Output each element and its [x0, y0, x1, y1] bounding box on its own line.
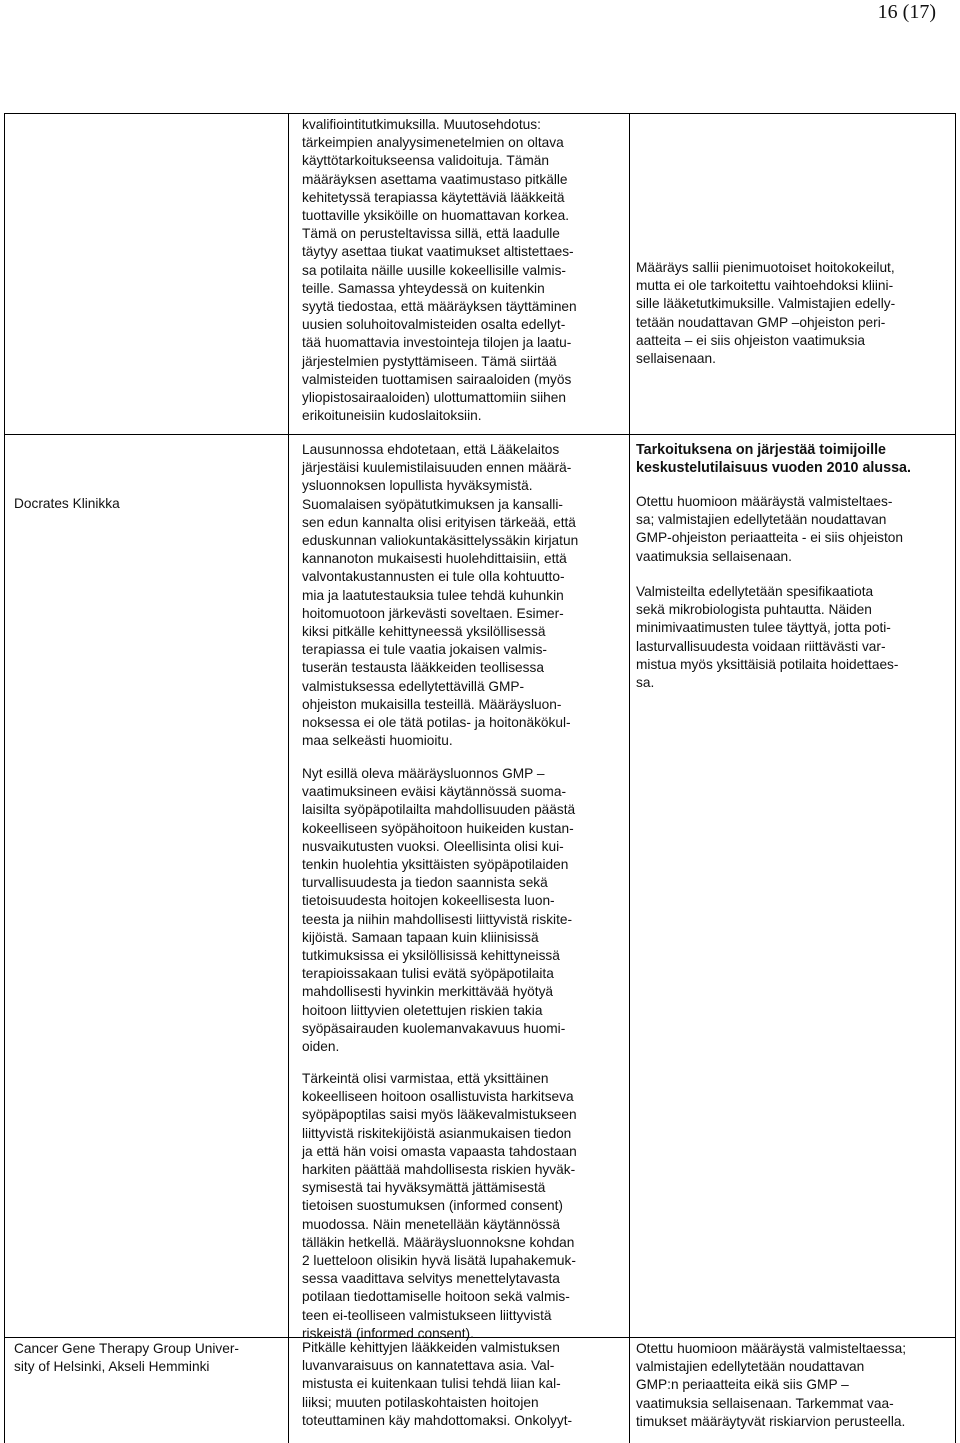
row-2-comment-part-3: Tärkeintä olisi varmistaa, että yksittäinen kokeelliseen hoitoon osallistuvista harkitseva syöpäpoptilas saisi myös lääkevalmistukseen liittyvistä riskitekijöistä asianmukaisen tiedon ja että hän voisi omasta vapaasta tahdostaan harkiten päättää mahdollisesta riskien hyväk- symisestä tai hyväksymättä jättämisestä tietoisen suostumuksen (informed consent) muodossa. Näin menetellään käytännössä tälläkin hetkellä. Määräysluonnoksne kohdan 2 luetteloon olisikin hyvä lisätä lupahakemuk- sessa vaadittava selvitys menettelytavasta potilaan tiedottamiselle hoitoon sekä valmis- teen ei-teolliseen valmistukseen liittyvistä riskeistä (informed consent).: [302, 1071, 577, 1341]
row-2-comment: Lausunnossa ehdotetaan, että Lääkelaitos järjestäisi kuulemistilaisuuden ennen määrä- ysluonnoksen lopullista hyväksymistä. Suomalaisen syöpätutkimuksen ja kansalli- sen edun kannalta olisi erityisen tärkeää, että eduskunnan valiokuntakäsittelyssäkin kirjatun kannanoton mukaisesti huolehdittaisiin, että valvontakustannusten ei tule olla kohtuutto- mia ja laatutestauksia tulee tehdä kuhunkin hoitomuotoon järkevästi soveltaen. Esimer- kiksi pitkälle kehittyneessä yksilöllisessä terapiassa ei tule vaatia jokaisen valmis- tuserän testausta lääkkeiden teollisessa valmistuksessa edellytettävillä GMP- ohjeiston mukaisilla testeillä. Määräysluon- noksessa ei ole tätä potilas- ja hoitonäkökul- maa selkeästi huomioitu.: [302, 442, 579, 749]
row-2-response-part-2: Valmisteilta edellytetään spesifikaatiota sekä mikrobiologista puhtautta. Näiden minimivaatimusten tulee täyttyä, jotta poti- lasturvallisuudesta voidaan riittävästi var- mistua myös yksittäisiä potilaita hoidettaes- sa.: [636, 584, 899, 691]
statement-table: [4, 113, 956, 1443]
row-1-comment: kvalifiointitutkimuksilla. Muutosehdotus: tärkeimpien analyysimenetelmien on oltava käyttötarkoitukseensa validoituja. Tämän määräyksen asettama vaatimustaso pitkälle kehitetyssä terapiassa käytettäviä lääkkeitä tuottaville yksiköille on huomattavan korkea. Tämä on perusteltavissa sillä, että laadulle täytyy asettaa tiukat vaatimukset altistettaes- sa potilaita näille uusille kokeellisille valmis- teille. Samassa yhteydessä on kuitenkin syytä tiedostaa, että määräyksen täyttäminen uusien soluhoitovalmisteiden osalta edellyt- tää huomattavia investointeja tilojen ja laatu- järjestelmien pystyttämiseen. Tämä siirtää valmisteiden tuottamisen sairaaloiden (myös yliopistosairaaloiden) ulottumattomiin siihen erikoituneisiin kudoslaitoksiin.: [302, 117, 577, 424]
row-2-response: Otettu huomioon määräystä valmisteltaes- sa; valmistajien edellytetään noudattavan GMP-ohjeiston periaatteita - ei siis ohjeiston vaatimuksia sellaisenaan.: [636, 494, 904, 564]
row-3-comment: Pitkälle kehittyjen lääkkeiden valmistuksen luvanvaraisuus on kannatettava asia. Val- mistusta ei kuitenkaan tulisi tehdä liian kal- liiksi; muuten potilaskohtaisten hoitojen toteuttaminen käy mahdottomaksi. Onkolyyt-: [302, 1340, 573, 1428]
row-2-comment-part-2: Nyt esillä oleva määräysluonnos GMP – vaatimuksineen eväisi käytännössä suoma- laisilta syöpäpotilailta mahdollisuuden päästä kokeelliseen syöpähoitoon huikeiden kustan- nusvaikutusten vuoksi. Oleellisinta olisi kui- tenkin huolehtia yksittäisten syöpäpotilaiden turvallisuudesta ja tiedon saannista sekä tietoisuudesta hoitojen kokeellisesta luon- teesta ja niihin mahdollisesti liittyvistä riskite- kijöistä. Samaan tapaan kuin kliinisissä tutkimuksissa ei yksilöllisissä kehittyneissä terapioissakaan tulisi evätä syöpäpotilaita mahdollisesti hyvinkin merkittävää hyötyä hoitoon liittyvien oletettujen riskien takia syöpäsairauden kuolemanvakavuus huomi- oiden.: [302, 766, 576, 1055]
column-divider: [629, 114, 630, 1443]
page-number: 16 (17): [877, 1, 936, 23]
row-3-response: Otettu huomioon määräystä valmisteltaessa; valmistajien edellytetään noudattavan GMP:n periaatteita eikä siis GMP – vaatimuksia sellaisenaan. Tarkemmat vaa- timukset määräytyvät riskiarvion perusteella.: [636, 1341, 907, 1429]
row-divider: [5, 434, 955, 435]
column-divider: [288, 114, 289, 1443]
row-2-response-heading: Tarkoituksena on järjestää toimijoille keskustelutilaisuus vuoden 2010 alussa.: [636, 442, 911, 477]
row-3-organization: Cancer Gene Therapy Group Univer- sity of Helsinki, Akseli Hemminki: [14, 1341, 239, 1375]
row-2-organization: Docrates Klinikka: [14, 496, 120, 511]
row-1-response: Määräys sallii pienimuotoiset hoitokokeilut, mutta ei ole tarkoitettu vaihtoehdoksi kliini- sille lääketutkimuksille. Valmistajien edelly- tetään noudattavan GMP –ohjeiston peri- aatteita – ei siis ohjeiston vaatimuksia sellaisenaan.: [636, 260, 896, 367]
